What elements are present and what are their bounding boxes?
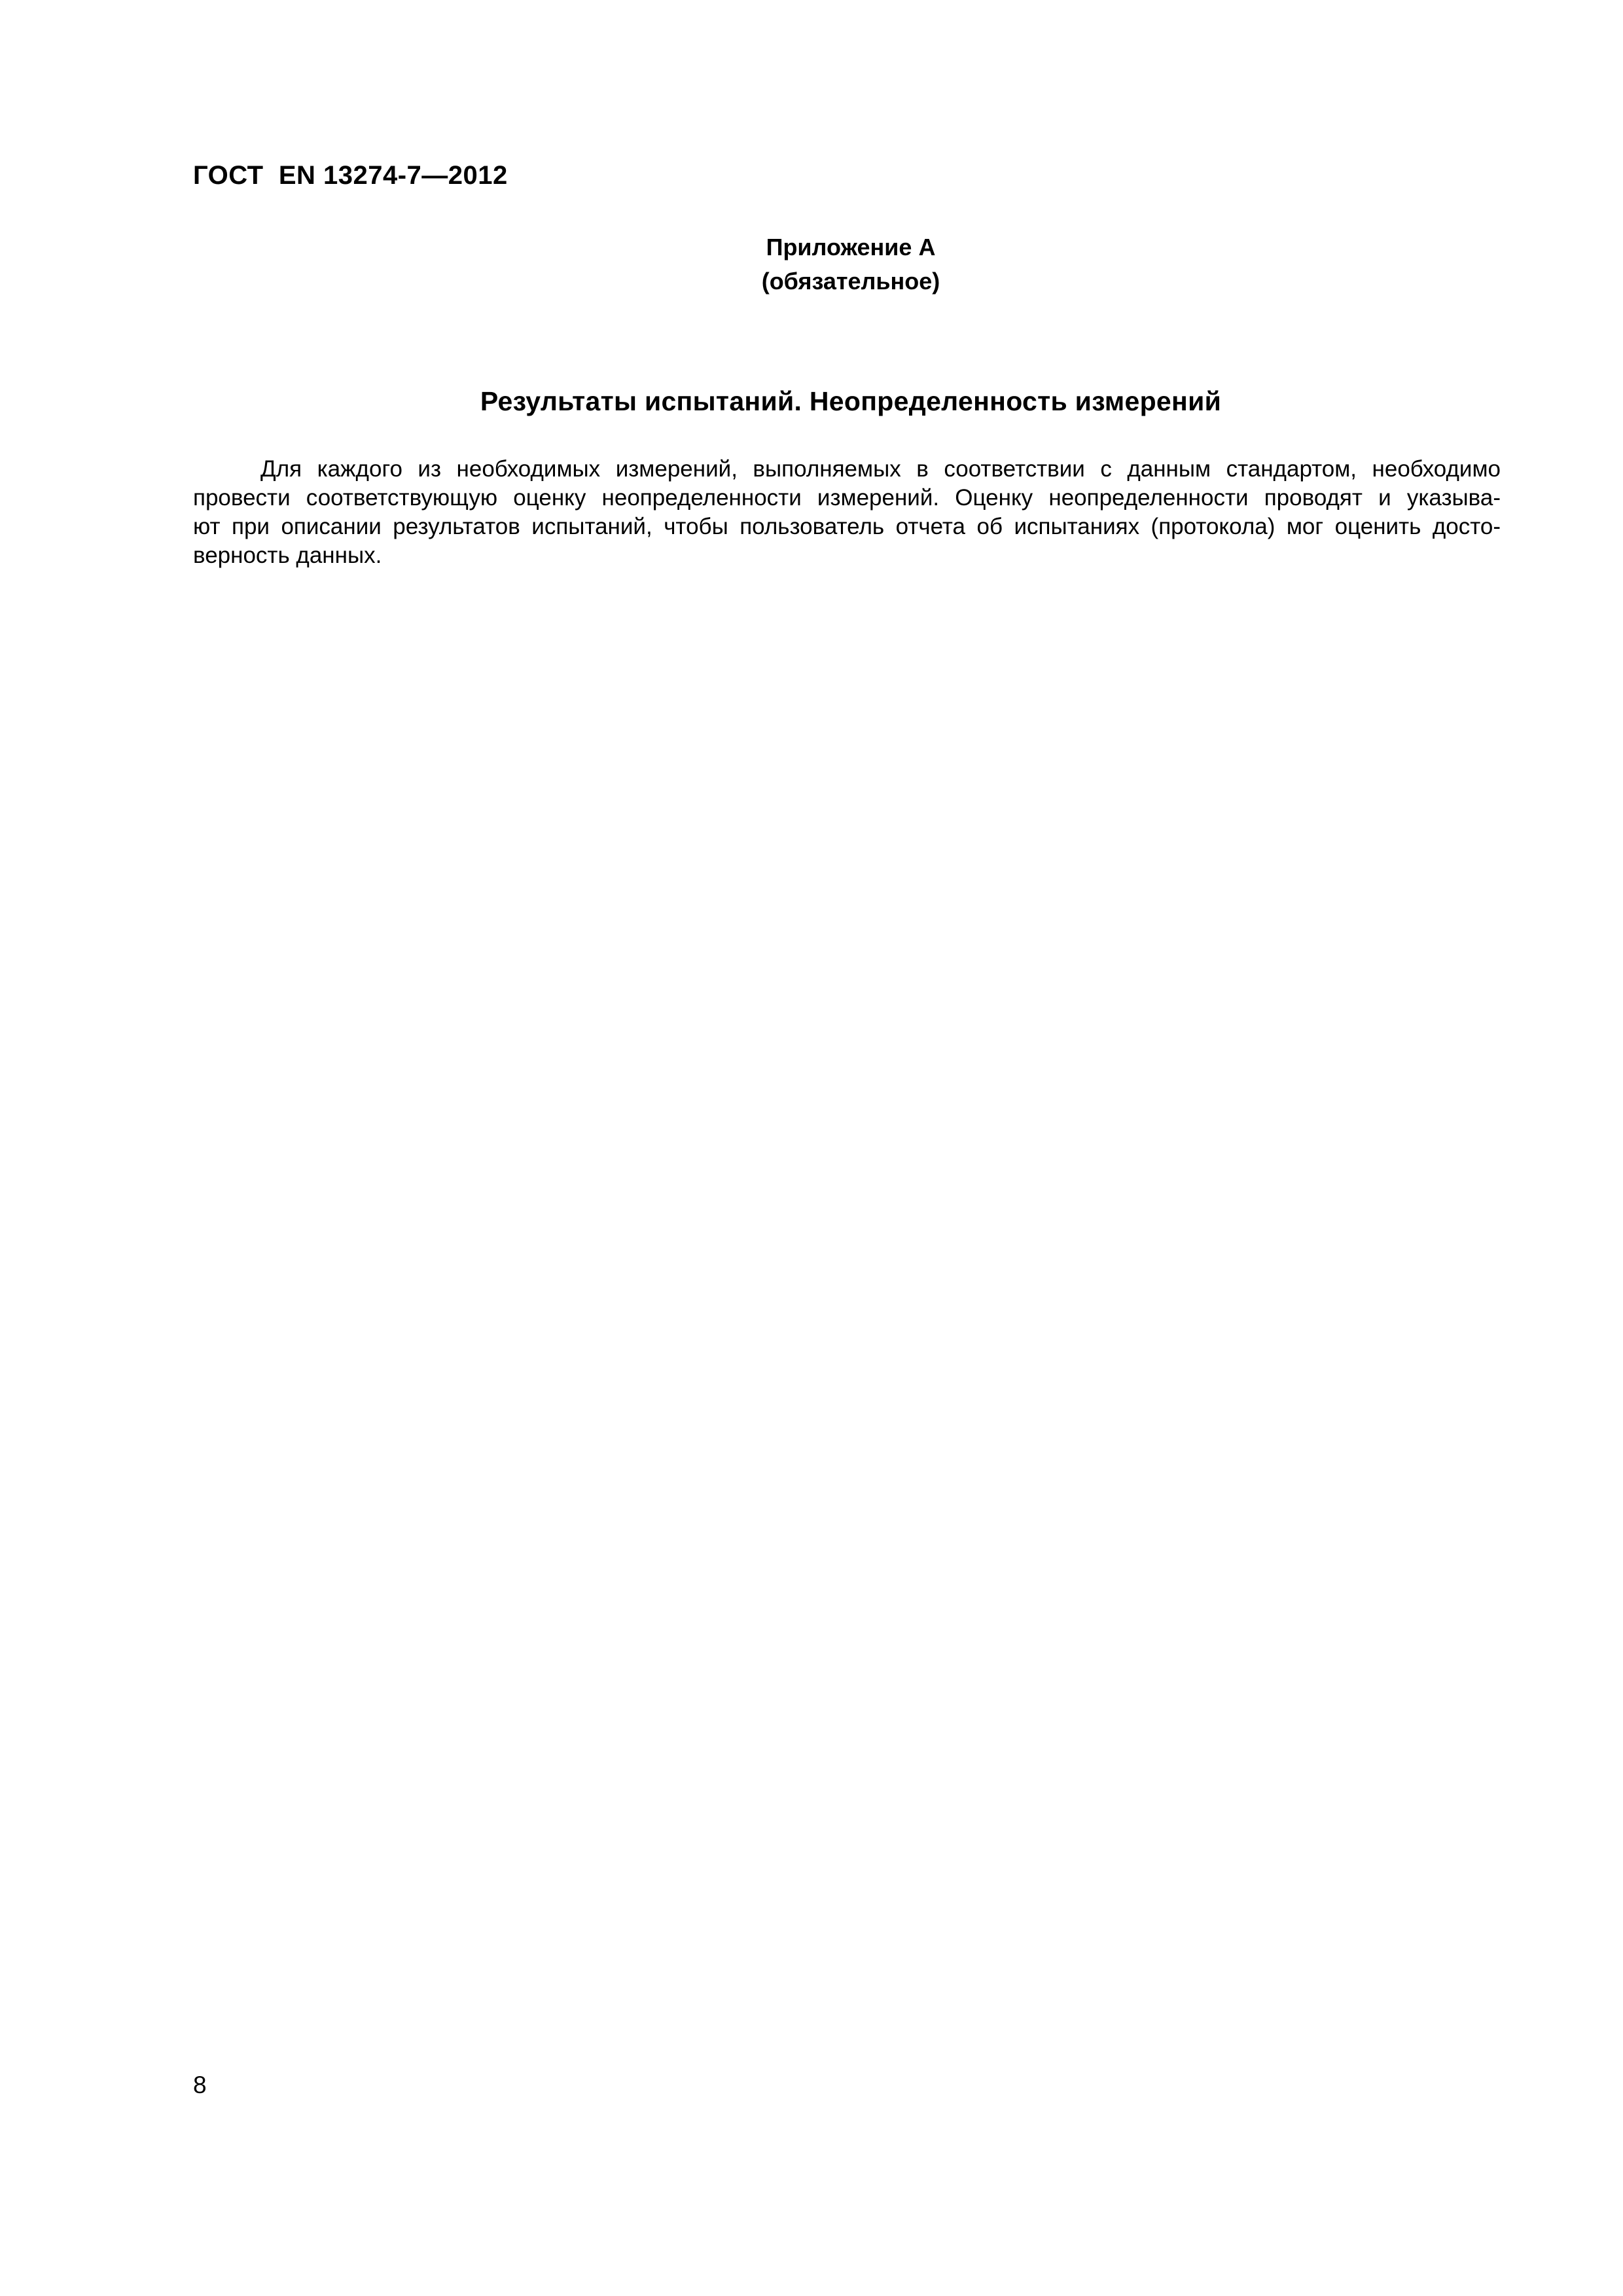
annex-title: Приложение А (766, 234, 936, 260)
paragraph-line: провести соответствующую оценку неопределенности измерений. Оценку неопределенности проводят и указыва- (193, 485, 1501, 511)
annex-heading (0, 230, 1623, 298)
paragraph-line: верность данных. (193, 543, 382, 568)
document-code: ГОСТ EN 13274-7—2012 (193, 161, 508, 190)
body-paragraph (193, 455, 1501, 570)
section-title: Результаты испытаний. Неопределенность измерений (480, 386, 1222, 416)
paragraph-line: Для каждого из необходимых измерений, выполняемых в соответствии с данным стандартом, необходимо (260, 456, 1501, 482)
page-number: 8 (193, 2072, 207, 2098)
paragraph-line: ют при описании результатов испытаний, чтобы пользователь отчета об испытаниях (протокола) мог оценить досто- (193, 514, 1501, 539)
annex-status: (обязательное) (761, 268, 940, 295)
